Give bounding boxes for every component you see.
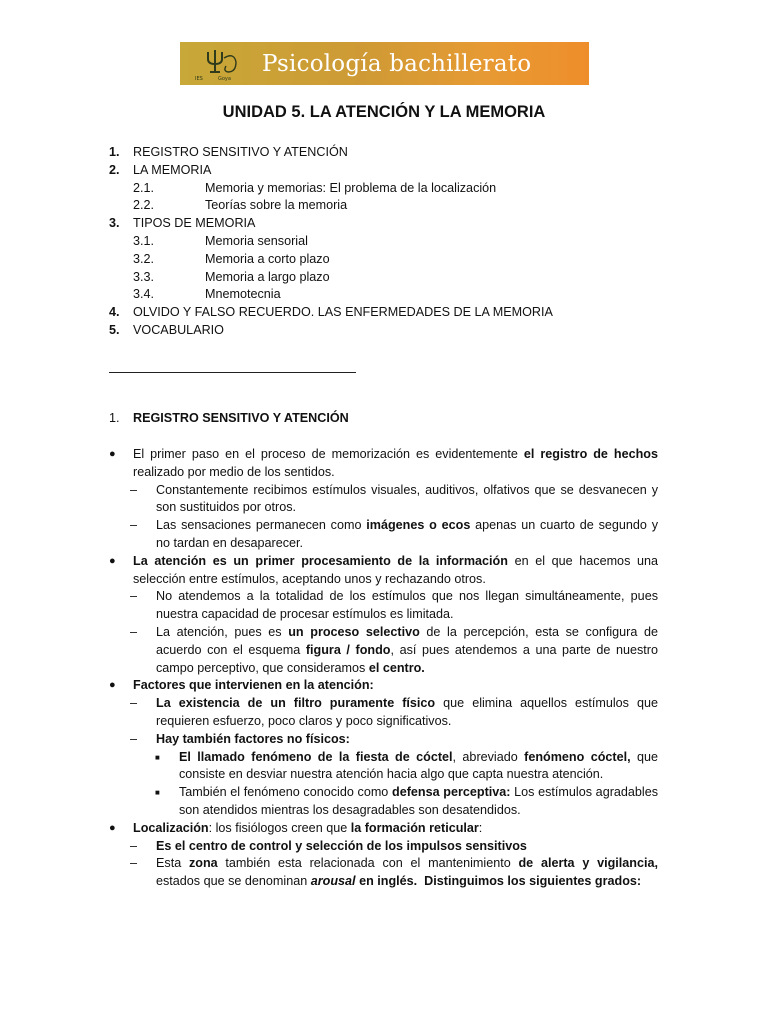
toc-text: REGISTRO SENSITIVO Y ATENCIÓN (133, 145, 348, 159)
toc-subtext: Memoria y memorias: El problema de la localización (205, 180, 497, 195)
toc-number: 2. (109, 162, 120, 177)
dash-item (109, 855, 658, 891)
section-title: REGISTRO SENSITIVO Y ATENCIÓN (133, 411, 349, 425)
toc-subnumber: 2.2. (133, 198, 155, 213)
item-text: También el fenómeno conocido como defensa perceptiva: Los estímulos agradables son atendidos mientras los desagradables son desatendidos. (179, 785, 659, 817)
banner-title: Psicología bachillerato (262, 50, 532, 77)
square-bullet-icon: ■ (155, 788, 160, 798)
dash-icon: – (130, 482, 138, 497)
dash-item (109, 588, 658, 624)
toc-subnumber: 3.1. (133, 233, 155, 248)
section-number: 1. (109, 411, 120, 425)
item-text: Esta zona también esta relacionada con el mantenimiento de alerta y vigilancia, estados que se denominan arousal en inglés. Distinguimos los siguientes grados: (156, 856, 658, 889)
toc-subnumber: 3.3. (133, 269, 155, 284)
section-heading (109, 411, 349, 425)
item-text: No atendemos a la totalidad de los estímulos que nos llegan simultáneamente, pues nuestra capacidad de procesar estímulos es limitada. (156, 589, 658, 622)
bullet-item (109, 446, 658, 482)
dash-item (109, 624, 658, 677)
item-text: Factores que intervienen en la atención: (133, 678, 374, 693)
dash-item (109, 482, 658, 518)
item-text: Localización: los fisiólogos creen que la formación reticular: (133, 820, 483, 835)
toc-subnumber: 3.4. (133, 287, 155, 302)
dash-item (109, 517, 658, 553)
dash-item (109, 731, 658, 749)
divider (109, 372, 356, 373)
page-title: UNIDAD 5. LA ATENCIÓN Y LA MEMORIA (222, 103, 546, 121)
toc-number: 1. (109, 145, 120, 159)
item-text: Las sensaciones permanecen como imágenes o ecos apenas un cuarto de segundo y no tardan en desaparecer. (156, 518, 659, 550)
dash-icon: – (130, 838, 138, 853)
toc-subtext: Memoria sensorial (205, 233, 308, 248)
item-text: Hay también factores no físicos: (156, 731, 350, 746)
bullet-icon: ● (109, 554, 116, 567)
dash-item (109, 838, 658, 856)
section-body (109, 446, 658, 891)
item-text: Es el centro de control y selección de los impulsos sensitivos (156, 838, 527, 853)
toc-text: LA MEMORIA (133, 162, 212, 177)
item-text: La existencia de un filtro puramente físico que elimina aquellos estímulos que requieren esfuerzo, poco claros y poco significativos. (156, 696, 658, 728)
svg-text:Goya: Goya (218, 76, 231, 82)
school-logo (190, 42, 246, 85)
item-text: La atención es un primer procesamiento de la información en el que hacemos una selección entre estímulos, aceptando unos y rechazando otros. (133, 553, 658, 586)
dash-icon: – (130, 731, 138, 746)
square-item (109, 784, 658, 820)
header-banner (180, 42, 589, 85)
bullet-icon: ● (109, 679, 116, 692)
toc-number: 5. (109, 322, 120, 337)
toc-text: TIPOS DE MEMORIA (133, 216, 256, 231)
toc-text: OLVIDO Y FALSO RECUERDO. LAS ENFERMEDADES DE LA MEMORIA (133, 305, 553, 320)
dash-item (109, 695, 658, 731)
item-text: El primer paso en el proceso de memorización es evidentemente el registro de hechos realizado por medio de los sentidos. (133, 447, 658, 479)
item-text: Constantemente recibimos estímulos visuales, auditivos, olfativos que se desvanecen y son sustituidos por otros. (156, 482, 658, 515)
bullet-item (109, 553, 658, 589)
square-bullet-icon: ■ (155, 752, 160, 762)
toc-subtext: Memoria a largo plazo (205, 269, 330, 284)
dash-icon: – (130, 856, 138, 871)
toc-subtext: Teorías sobre la memoria (205, 198, 348, 213)
bullet-icon: ● (109, 448, 116, 460)
bullet-item (109, 677, 658, 695)
square-item (109, 749, 658, 785)
toc-subnumber: 2.1. (133, 180, 155, 195)
dash-icon: – (130, 624, 138, 639)
toc-text: VOCABULARIO (133, 322, 224, 337)
toc-subtext: Mnemotecnia (205, 287, 281, 302)
toc-subnumber: 3.2. (133, 251, 155, 266)
svg-text:IES: IES (195, 76, 203, 82)
bullet-item (109, 820, 658, 838)
bullet-icon: ● (109, 821, 116, 834)
toc-number: 4. (109, 305, 120, 320)
dash-icon: – (130, 589, 138, 604)
dash-icon: – (130, 518, 138, 533)
item-text: El llamado fenómeno de la fiesta de cóctel, abreviado fenómeno cóctel, que consiste en desviar nuestra atención hacia algo que capta nuestra atención. (179, 749, 658, 782)
dash-icon: – (130, 696, 138, 711)
toc-subtext: Memoria a corto plazo (205, 251, 330, 266)
toc-number: 3. (109, 216, 120, 231)
psi-symbol-icon (190, 42, 246, 85)
item-text: La atención, pues es un proceso selectivo de la percepción, esta se configura de acuerdo con el esquema figura / fondo, así pues atendemos a una parte de nuestro campo perceptivo, que consideramos el centro. (156, 624, 658, 675)
